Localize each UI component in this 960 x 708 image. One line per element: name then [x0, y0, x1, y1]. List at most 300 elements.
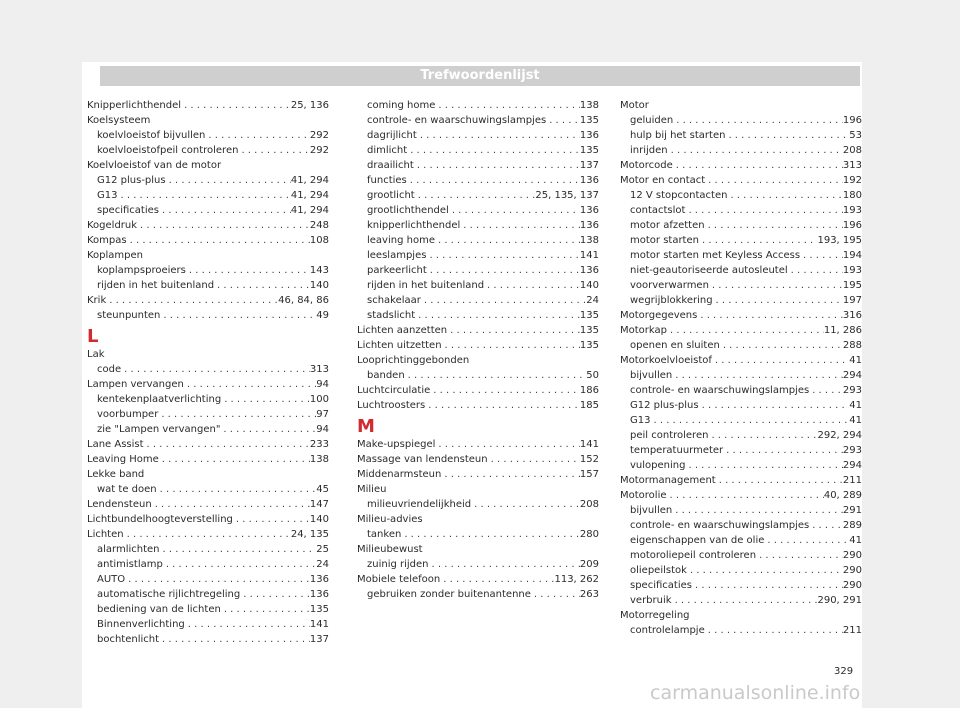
index-entry	[87, 218, 329, 233]
index-subentry	[87, 482, 329, 497]
entry-label: bijvullen	[630, 505, 673, 516]
entry-pages: 185	[579, 400, 599, 411]
entry-label: Looprichtinggebonden	[357, 355, 470, 366]
entry-pages: 25, 135, 137	[535, 190, 599, 201]
index-subentry	[620, 383, 862, 398]
dot-leader	[407, 143, 580, 158]
index-entry	[87, 248, 329, 263]
index-subentry	[620, 293, 862, 308]
entry-pages: 25	[316, 544, 329, 555]
dot-leader	[117, 188, 290, 203]
dot-leader	[672, 503, 843, 518]
index-subentry	[87, 362, 329, 377]
entry-label: vulopening	[630, 460, 686, 471]
dot-leader	[144, 437, 310, 452]
entry-label: wegrijblokkering	[630, 295, 713, 306]
entry-label: Massage van lendensteun	[357, 454, 488, 465]
entry-pages: 135	[579, 310, 599, 321]
dot-leader	[442, 338, 580, 353]
entry-pages: 135	[579, 145, 599, 156]
index-subentry	[357, 248, 599, 263]
index-subentry	[87, 203, 329, 218]
dot-leader	[685, 203, 842, 218]
index-column-3	[620, 98, 862, 638]
section-letter: M	[357, 416, 375, 437]
entry-pages: 11, 286	[823, 325, 862, 336]
entry-label: Motor en contact	[620, 175, 706, 186]
index-subentry	[620, 368, 862, 383]
entry-label: leeslampjes	[367, 250, 427, 261]
dot-leader	[764, 533, 849, 548]
dot-leader	[809, 383, 843, 398]
entry-label: knipperlichthendel	[367, 220, 461, 231]
index-subentry	[620, 518, 862, 533]
entry-pages: 40, 289	[823, 490, 862, 501]
entry-label: voorbumper	[97, 409, 159, 420]
dot-leader	[405, 368, 587, 383]
index-subentry	[87, 407, 329, 422]
index-entry	[620, 488, 862, 503]
entry-pages: 136	[579, 175, 599, 186]
dot-leader	[667, 323, 824, 338]
entry-label: kentekenplaatverlichting	[97, 394, 222, 405]
entry-pages: 147	[309, 499, 329, 510]
dot-leader	[160, 308, 316, 323]
entry-label: bochtenlicht	[97, 634, 160, 645]
index-subentry	[87, 602, 329, 617]
dot-leader	[157, 482, 317, 497]
index-subentry	[357, 557, 599, 572]
entry-pages: 41	[849, 415, 862, 426]
dot-leader	[668, 143, 843, 158]
entry-label: Motorcode	[620, 160, 673, 171]
entry-pages: 211	[842, 475, 862, 486]
entry-pages: 290	[842, 565, 862, 576]
entry-label: alarmlichten	[97, 544, 160, 555]
dot-leader	[163, 557, 316, 572]
dot-leader	[699, 398, 850, 413]
dot-leader	[809, 518, 843, 533]
index-subentry	[357, 587, 599, 602]
index-subentry	[620, 563, 862, 578]
index-subentry	[357, 173, 599, 188]
index-subentry	[620, 578, 862, 593]
dot-leader	[415, 308, 580, 323]
dot-leader	[435, 437, 580, 452]
entry-label: grootlicht	[367, 190, 415, 201]
entry-label: antimistlamp	[97, 559, 163, 570]
index-entry	[357, 482, 599, 497]
entry-pages: 41	[849, 355, 862, 366]
entry-label: stadslicht	[367, 310, 416, 321]
entry-label: functies	[367, 175, 407, 186]
entry-pages: 138	[579, 235, 599, 246]
dot-leader	[435, 98, 580, 113]
entry-pages: 211	[842, 625, 862, 636]
index-subentry	[620, 248, 862, 263]
dot-leader	[756, 548, 843, 563]
dot-leader	[124, 527, 291, 542]
entry-label: bijvullen	[630, 370, 673, 381]
entry-pages: 157	[579, 469, 599, 480]
entry-pages: 24	[586, 295, 599, 306]
entry-pages: 313	[309, 364, 329, 375]
entry-label: Lendensteun	[87, 499, 152, 510]
entry-label: Knipperlichthendel	[87, 100, 182, 111]
entry-pages: 138	[579, 100, 599, 111]
index-entry	[87, 377, 329, 392]
dot-leader	[449, 203, 580, 218]
entry-pages: 294	[842, 460, 862, 471]
index-subentry	[357, 188, 599, 203]
entry-label: controlelampje	[630, 625, 705, 636]
entry-label: Make-upspiegel	[357, 439, 436, 450]
entry-label: Motorgegevens	[620, 310, 698, 321]
entry-label: Mobiele telefoon	[357, 574, 441, 585]
entry-label: G12 plus-plus	[630, 400, 699, 411]
index-subentry	[357, 497, 599, 512]
dot-leader	[159, 452, 310, 467]
entry-pages: 195	[842, 280, 862, 291]
index-subentry	[620, 233, 862, 248]
dot-leader	[712, 353, 849, 368]
index-entry	[357, 398, 599, 413]
entry-pages: 41	[849, 400, 862, 411]
index-subentry	[87, 188, 329, 203]
entry-pages: 316	[842, 310, 862, 321]
entry-pages: 135	[579, 115, 599, 126]
index-entry	[87, 347, 329, 362]
entry-label: koelvloeistof bijvullen	[97, 130, 206, 141]
entry-pages: 41, 294	[290, 175, 329, 186]
dot-leader	[484, 278, 580, 293]
page-number: 329	[834, 666, 854, 677]
entry-label: coming home	[367, 100, 436, 111]
dot-leader	[471, 497, 580, 512]
dot-leader	[221, 602, 310, 617]
entry-pages: 94	[316, 424, 329, 435]
entry-label: dagrijlicht	[367, 130, 417, 141]
dot-leader	[435, 233, 580, 248]
index-subentry	[620, 413, 862, 428]
dot-leader	[705, 623, 843, 638]
dot-leader	[673, 113, 843, 128]
index-subentry	[87, 542, 329, 557]
index-entry	[87, 437, 329, 452]
index-subentry	[357, 143, 599, 158]
index-subentry	[620, 533, 862, 548]
index-subentry	[357, 218, 599, 233]
entry-pages: 41, 294	[290, 190, 329, 201]
entry-label: Milieubewust	[357, 544, 423, 555]
entry-label: parkeerlicht	[367, 265, 427, 276]
entry-label: hulp bij het starten	[630, 130, 726, 141]
index-entry	[620, 98, 862, 113]
entry-pages: 280	[579, 529, 599, 540]
index-entry	[620, 323, 862, 338]
dot-leader	[725, 128, 849, 143]
entry-pages: 186	[579, 385, 599, 396]
entry-label: motoroliepeil controleren	[630, 550, 757, 561]
entry-label: AUTO	[97, 574, 126, 585]
index-subentry	[87, 557, 329, 572]
entry-label: temperatuurmeter	[630, 445, 724, 456]
index-entry	[620, 173, 862, 188]
entry-label: Motorkap	[620, 325, 667, 336]
entry-label: Luchtcirculatie	[357, 385, 431, 396]
index-subentry	[87, 392, 329, 407]
dot-leader	[723, 443, 843, 458]
index-entry	[620, 608, 862, 623]
entry-label: Lampen vervangen	[87, 379, 184, 390]
index-entry	[357, 353, 599, 368]
dot-leader	[214, 278, 310, 293]
index-subentry	[620, 128, 862, 143]
entry-label: grootlichthendel	[367, 205, 449, 216]
watermark: carmanualsonline.info	[650, 682, 861, 704]
dot-leader	[417, 128, 580, 143]
index-entry	[87, 512, 329, 527]
dot-leader	[233, 512, 310, 527]
page-title: Trefwoordenlijst	[100, 66, 860, 86]
dot-leader	[127, 233, 310, 248]
entry-pages: 24	[316, 559, 329, 570]
index-entry	[357, 452, 599, 467]
entry-label: Motorkoelvloeistof	[620, 355, 712, 366]
index-subentry	[87, 143, 329, 158]
entry-pages: 193, 195	[817, 235, 862, 246]
entry-pages: 292	[309, 145, 329, 156]
entry-pages: 313	[842, 160, 862, 171]
entry-pages: 141	[579, 439, 599, 450]
dot-leader	[727, 188, 842, 203]
index-subentry	[87, 278, 329, 293]
index-entry	[87, 158, 329, 173]
dot-leader	[488, 452, 580, 467]
entry-label: motor starten	[630, 235, 699, 246]
dot-leader	[716, 473, 843, 488]
entry-label: controle- en waarschuwingslampjes	[630, 520, 810, 531]
index-subentry	[87, 572, 329, 587]
entry-label: Motor	[620, 100, 649, 111]
index-entry	[87, 293, 329, 308]
entry-label: Lak	[87, 349, 105, 360]
entry-pages: 152	[579, 454, 599, 465]
entry-pages: 196	[842, 115, 862, 126]
index-subentry	[620, 398, 862, 413]
index-subentry	[620, 188, 862, 203]
dot-leader	[401, 527, 580, 542]
index-entry	[357, 383, 599, 398]
entry-pages: 108	[309, 235, 329, 246]
entry-label: 12 V stopcontacten	[630, 190, 728, 201]
index-subentry	[357, 263, 599, 278]
index-column-2	[357, 98, 599, 602]
dot-leader	[709, 278, 843, 293]
dot-leader	[221, 392, 310, 407]
entry-label: Krik	[87, 295, 107, 306]
index-entry	[357, 467, 599, 482]
dot-leader	[672, 593, 818, 608]
index-entry	[87, 98, 329, 113]
entry-label: G13	[630, 415, 651, 426]
dot-leader	[415, 188, 536, 203]
entry-pages: 100	[309, 394, 329, 405]
entry-pages: 135	[579, 340, 599, 351]
dot-leader	[427, 263, 580, 278]
entry-pages: 138	[309, 454, 329, 465]
entry-label: koelvloeistofpeil controleren	[97, 145, 239, 156]
dot-leader	[414, 158, 580, 173]
index-subentry	[357, 203, 599, 218]
index-entry	[357, 542, 599, 557]
entry-label: Kogeldruk	[87, 220, 138, 231]
index-entry	[87, 527, 329, 542]
dot-leader	[152, 497, 310, 512]
entry-pages: 137	[579, 160, 599, 171]
entry-pages: 50	[586, 370, 599, 381]
section-letter: L	[87, 326, 99, 347]
entry-pages: 46, 84, 86	[278, 295, 329, 306]
dot-leader	[546, 113, 580, 128]
index-subentry	[357, 278, 599, 293]
entry-pages: 136	[579, 220, 599, 231]
dot-leader	[158, 407, 316, 422]
entry-label: draailicht	[367, 160, 414, 171]
index-subentry	[357, 158, 599, 173]
index-entry	[87, 233, 329, 248]
entry-label: Lichten	[87, 529, 124, 540]
index-entry	[357, 338, 599, 353]
dot-leader	[429, 557, 580, 572]
entry-pages: 193	[842, 265, 862, 276]
entry-label: Middenarmsteun	[357, 469, 442, 480]
entry-label: milieuvriendelijkheid	[367, 499, 472, 510]
dot-leader	[667, 488, 824, 503]
entry-pages: 290	[842, 580, 862, 591]
entry-label: Motorolie	[620, 490, 667, 501]
dot-leader	[426, 248, 579, 263]
dot-leader	[720, 338, 843, 353]
entry-label: controle- en waarschuwingslampjes	[630, 385, 810, 396]
entry-pages: 135	[309, 604, 329, 615]
dot-leader	[166, 173, 291, 188]
dot-leader	[685, 458, 842, 473]
entry-label: Leaving Home	[87, 454, 159, 465]
dot-leader	[407, 173, 580, 188]
entry-pages: 45	[316, 484, 329, 495]
entry-pages: 233	[309, 439, 329, 450]
entry-pages: 137	[309, 634, 329, 645]
entry-label: automatische rijlichtregeling	[97, 589, 241, 600]
index-subentry	[357, 308, 599, 323]
entry-label: dimlicht	[367, 145, 408, 156]
index-entry	[620, 473, 862, 488]
entry-pages: 41, 294	[290, 205, 329, 216]
dot-leader	[160, 542, 317, 557]
entry-pages: 289	[842, 520, 862, 531]
entry-label: Lichten uitzetten	[357, 340, 442, 351]
entry-pages: 208	[579, 499, 599, 510]
index-subentry	[357, 128, 599, 143]
index-subentry	[87, 587, 329, 602]
entry-label: Lichten aanzetten	[357, 325, 448, 336]
entry-label: voorverwarmen	[630, 280, 709, 291]
entry-pages: 196	[842, 220, 862, 231]
entry-pages: 97	[316, 409, 329, 420]
index-entry	[87, 452, 329, 467]
dot-leader	[137, 218, 310, 233]
index-subentry	[357, 113, 599, 128]
entry-label: rijden in het buitenland	[367, 280, 485, 291]
index-subentry	[87, 617, 329, 632]
entry-label: Binnenverlichting	[97, 619, 185, 630]
index-subentry	[620, 143, 862, 158]
entry-pages: 293	[842, 385, 862, 396]
entry-label: Luchtroosters	[357, 400, 426, 411]
entry-pages: 25, 136	[290, 100, 329, 111]
dot-leader	[185, 617, 310, 632]
entry-label: rijden in het buitenland	[97, 280, 215, 291]
entry-label: peil controleren	[630, 430, 709, 441]
index-subentry	[620, 338, 862, 353]
entry-label: contactslot	[630, 205, 686, 216]
dot-leader	[421, 293, 586, 308]
dot-leader	[238, 143, 309, 158]
index-subentry	[87, 632, 329, 647]
index-subentry	[87, 173, 329, 188]
entry-label: code	[97, 364, 122, 375]
dot-leader	[672, 368, 843, 383]
entry-pages: 209	[579, 559, 599, 570]
entry-label: tanken	[367, 529, 402, 540]
entry-pages: 263	[579, 589, 599, 600]
index-entry	[357, 572, 599, 587]
entry-label: verbruik	[630, 595, 672, 606]
entry-pages: 41	[849, 535, 862, 546]
entry-pages: 140	[309, 514, 329, 525]
entry-pages: 290	[842, 550, 862, 561]
entry-label: bediening van de lichten	[97, 604, 221, 615]
dot-leader	[186, 263, 310, 278]
entry-label: inrijden	[630, 145, 668, 156]
index-subentry	[87, 308, 329, 323]
entry-pages: 293	[842, 445, 862, 456]
dot-leader	[447, 323, 580, 338]
dot-leader	[705, 218, 843, 233]
dot-leader	[800, 248, 843, 263]
entry-pages: 136	[579, 265, 599, 276]
dot-leader	[425, 398, 580, 413]
entry-label: Koelsysteem	[87, 115, 151, 126]
dot-leader	[713, 293, 843, 308]
entry-label: wat te doen	[97, 484, 157, 495]
entry-label: Kompas	[87, 235, 127, 246]
dot-leader	[460, 218, 580, 233]
index-subentry	[620, 458, 862, 473]
entry-pages: 180	[842, 190, 862, 201]
dot-leader	[708, 428, 817, 443]
entry-label: Lichtbundelhoogteverstelling	[87, 514, 233, 525]
index-subentry	[620, 203, 862, 218]
index-entry	[357, 437, 599, 452]
entry-label: motor starten met Keyless Access	[630, 250, 801, 261]
index-subentry	[357, 98, 599, 113]
index-entry	[87, 497, 329, 512]
entry-pages: 292, 294	[817, 430, 862, 441]
entry-pages: 197	[842, 295, 862, 306]
entry-label: motor afzetten	[630, 220, 705, 231]
